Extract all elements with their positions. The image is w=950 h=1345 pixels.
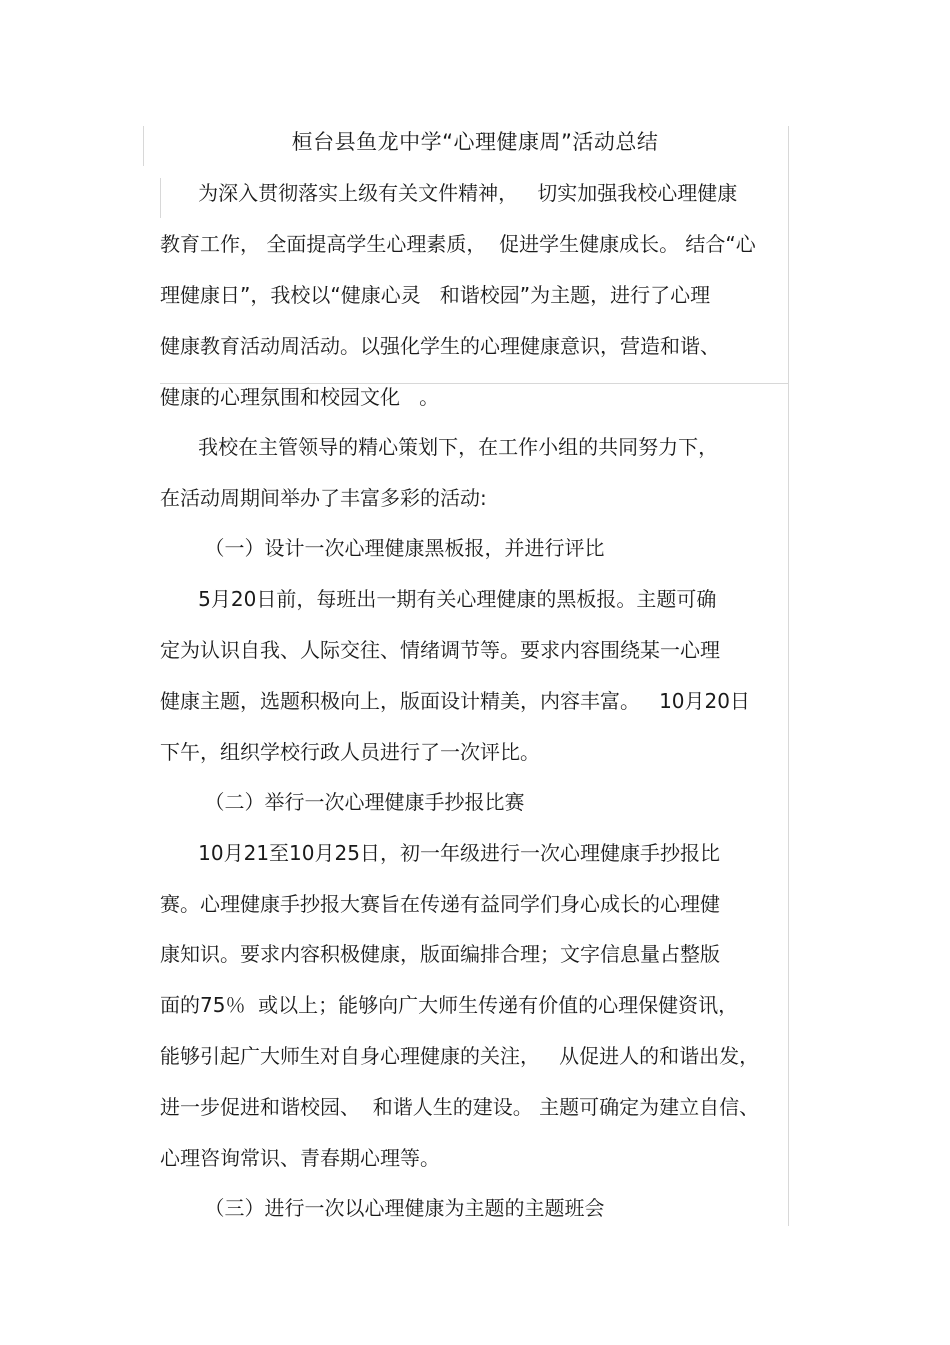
text-line: 10月21至10月25日，初一年级进行一次心理健康手抄报比 bbox=[160, 841, 720, 865]
section-heading: （二）举行一次心理健康手抄报比赛 bbox=[160, 790, 525, 814]
text-line: 理健康日”，我校以“健康心灵 和谐校园”为主题，进行了心理 bbox=[160, 283, 711, 307]
text-line: 教育工作， 全面提高学生心理素质， 促进学生健康成长。 结合“心 bbox=[160, 232, 756, 256]
text-line: 心理咨询常识、青春期心理等。 bbox=[160, 1146, 440, 1170]
text-line: 健康教育活动周活动。以强化学生的心理健康意识，营造和谐、 bbox=[160, 334, 720, 358]
text-line: 下午，组织学校行政人员进行了一次评比。 bbox=[160, 740, 540, 764]
text-line: 我校在主管领导的精心策划下，在工作小组的共同努力下， bbox=[160, 435, 719, 459]
text-line: 在活动周期间举办了丰富多彩的活动: bbox=[160, 486, 487, 510]
text-line: 健康的心理氛围和校园文化 。 bbox=[160, 385, 440, 409]
text-line: 能够引起广大师生对自身心理健康的关注， 从促进人的和谐出发， bbox=[160, 1044, 760, 1068]
text-line: 赛。心理健康手抄报大赛旨在传递有益同学们身心成长的心理健 bbox=[160, 892, 720, 916]
text-line: 康知识。要求内容积极健康，版面编排合理；文字信息量占整版 bbox=[160, 942, 720, 966]
section-heading: （一）设计一次心理健康黑板报，并进行评比 bbox=[160, 536, 605, 560]
text-line: 为深入贯彻落实上级有关文件精神， 切实加强我校心理健康 bbox=[160, 181, 738, 205]
text-line: 5月20日前，每班出一期有关心理健康的黑板报。主题可确 bbox=[160, 587, 717, 611]
document-title: 桓台县鱼龙中学“心理健康周”活动总结 bbox=[291, 130, 659, 154]
section-heading: （三）进行一次以心理健康为主题的主题班会 bbox=[160, 1196, 605, 1220]
text-line: 定为认识自我、人际交往、情绪调节等。要求内容围绕某一心理 bbox=[160, 638, 720, 662]
text-line: 健康主题，选题积极向上，版面设计精美，内容丰富。 10月20日 bbox=[160, 689, 750, 713]
text-line: 进一步促进和谐校园、 和谐人生的建设。 主题可确定为建立自信、 bbox=[160, 1095, 760, 1119]
text-line: 面的75％ 或以上；能够向广大师生传递有价值的心理保健资讯， bbox=[160, 993, 739, 1017]
right-border-rule bbox=[788, 126, 789, 1226]
